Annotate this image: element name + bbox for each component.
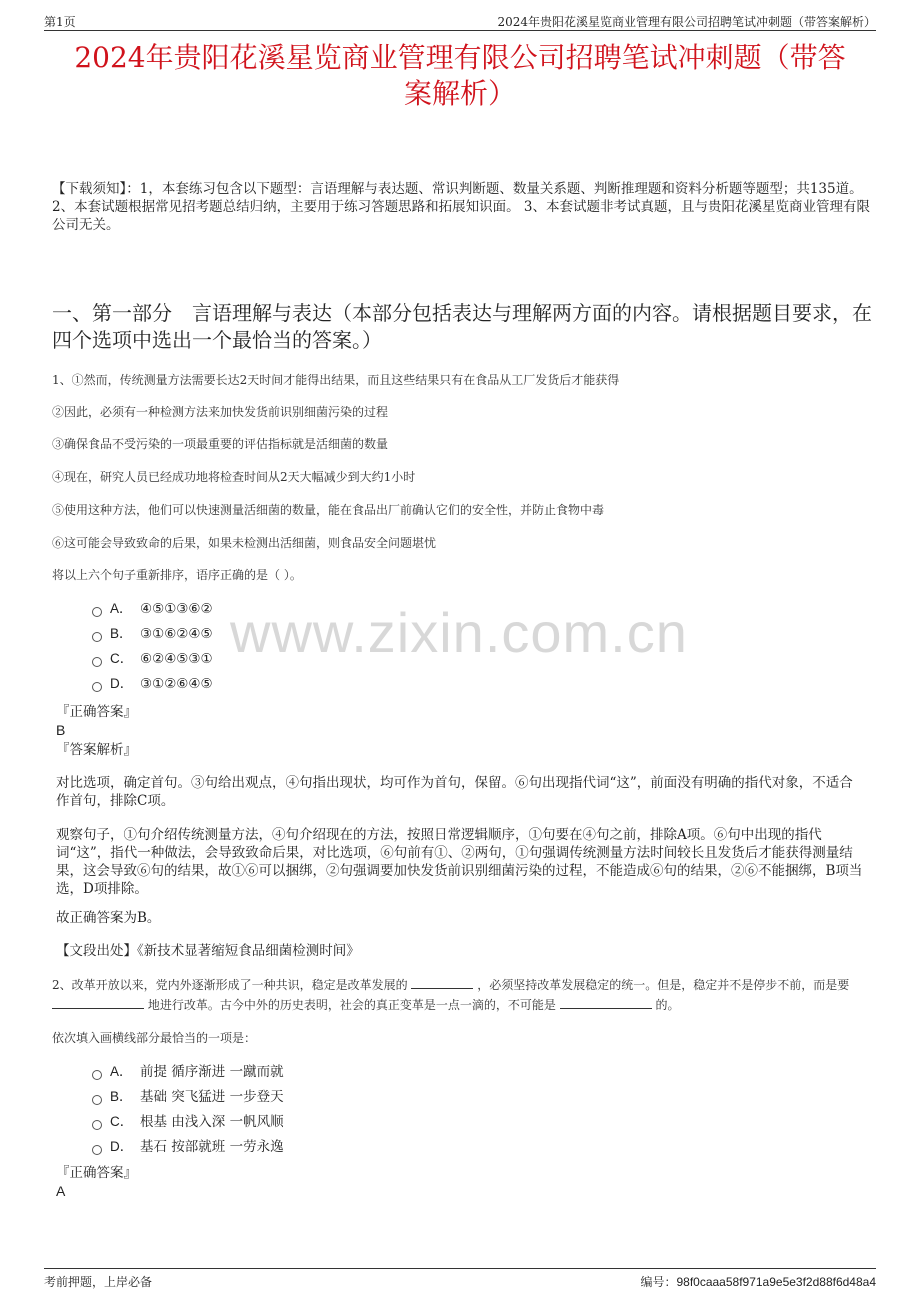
page-header — [44, 10, 876, 31]
q2-option-a[interactable] — [92, 1063, 284, 1081]
q1-analysis-paragraph-2: 观察句子，①句介绍传统测量方法，④句介绍现在的方法，按照日常逻辑顺序，①句要在④句之前，排除A项。⑥句中出现的指代词“这”，指代一种做法，会导致致命后果，对比选项，⑥句前有①、②两句，①句强调传统测量方法时间较长且发货后才能获得测量结果，这会导致⑥句的结果，故①⑥可以捆绑，②句强调要加快发货前识别细菌污染的过程，不能造成⑥句的结果，②⑥不能捆绑，B项当选，D项排除。 — [56, 827, 863, 897]
q2-stem-part-2: ，必须坚持改革发展稳定的统一。但是，稳定并不是停步不前，而是要 — [477, 978, 850, 992]
q2-stem-part-1: 2、改革开放以来，党内外逐渐形成了一种共识，稳定是改革发展的 — [52, 978, 408, 992]
q2-option-d[interactable] — [92, 1138, 284, 1156]
q2-answer: A — [56, 1183, 66, 1199]
option-letter: A． — [110, 1064, 133, 1079]
option-letter: C． — [110, 1114, 134, 1129]
option-letter: B． — [110, 626, 133, 641]
q1-analysis-label: 『答案解析』 — [56, 742, 137, 758]
option-text: ④⑤①③⑥② — [140, 601, 213, 617]
footer-slogan: 考前押题，上岸必备 — [44, 1275, 153, 1289]
q1-sentence-6: ⑥这可能会导致致命的后果，如果未检测出活细菌，则食品安全问题堪忧 — [52, 536, 437, 550]
option-text: 根基 由浅入深 一帆风顺 — [140, 1114, 284, 1130]
document-code: 编号：98f0caaa58f971a9e5e3f2d88f6d48a4 — [640, 1275, 876, 1289]
option-text: ③①②⑥④⑤ — [140, 676, 213, 692]
q2-answer-label: 『正确答案』 — [56, 1165, 137, 1181]
option-letter: C． — [110, 651, 134, 666]
q1-answer-label: 『正确答案』 — [56, 704, 137, 720]
radio-icon[interactable] — [92, 1070, 102, 1080]
q1-sentence-1: 1、①然而，传统测量方法需要长达2天时间才能得出结果，而且这些结果只有在食品从工厂发货后才能获得 — [52, 373, 620, 387]
q1-sentence-5: ⑤使用这种方法，他们可以快速测量活细菌的数量，能在食品出厂前确认它们的安全性，并防止食物中毒 — [52, 503, 605, 517]
q2-stem — [52, 975, 872, 1015]
q1-source: 【文段出处】《新技术显著缩短食品细菌检测时间》 — [56, 943, 360, 959]
q2-option-c[interactable] — [92, 1113, 284, 1131]
option-text: 基石 按部就班 一劳永逸 — [140, 1139, 284, 1155]
q1-prompt: 将以上六个句子重新排序，语序正确的是（ ）。 — [52, 568, 302, 582]
radio-icon[interactable] — [92, 607, 102, 617]
option-text: 基础 突飞猛进 一步登天 — [140, 1089, 284, 1105]
option-letter: B． — [110, 1089, 133, 1104]
q2-stem-part-3: 地进行改革。古今中外的历史表明，社会的真正变革是一点一滴的，不可能是 — [147, 998, 556, 1012]
q2-blank-2 — [52, 996, 144, 1009]
document-title — [40, 40, 880, 112]
q1-option-a[interactable] — [92, 600, 213, 618]
radio-icon[interactable] — [92, 1120, 102, 1130]
q2-prompt: 依次填入画横线部分最恰当的一项是： — [52, 1031, 257, 1045]
option-text: 前提 循序渐进 一蹴而就 — [140, 1064, 284, 1080]
q2-blank-3 — [560, 996, 652, 1009]
header-title: 2024年贵阳花溪星览商业管理有限公司招聘笔试冲刺题（带答案解析） — [497, 15, 876, 29]
title-line-2: 案解析） — [403, 77, 516, 110]
q1-option-b[interactable] — [92, 625, 213, 643]
option-letter: D． — [110, 1139, 134, 1154]
q1-answer: B — [56, 722, 66, 738]
section-title: 一、第一部分 言语理解与表达（本部分包括表达与理解两方面的内容。请根据题目要求，在四个选项中选出一个最恰当的答案。） — [52, 301, 872, 352]
q1-sentence-2: ②因此，必须有一种检测方法来加快发货前识别细菌污染的过程 — [52, 405, 389, 419]
radio-icon[interactable] — [92, 1145, 102, 1155]
q2-option-b[interactable] — [92, 1088, 284, 1106]
option-text: ③①⑥②④⑤ — [140, 626, 213, 642]
q1-sentence-4: ④现在，研究人员已经成功地将检查时间从2天大幅减少到大约1小时 — [52, 470, 416, 484]
q1-sentence-3: ③确保食品不受污染的一项最重要的评估指标就是活细菌的数量 — [52, 437, 389, 451]
q1-option-c[interactable] — [92, 650, 213, 668]
q1-option-d[interactable] — [92, 675, 213, 693]
page-number: 第1页 — [44, 15, 76, 29]
option-letter: A． — [110, 601, 133, 616]
radio-icon[interactable] — [92, 682, 102, 692]
radio-icon[interactable] — [92, 657, 102, 667]
option-text: ⑥②④⑤③① — [140, 651, 213, 667]
watermark: www.zixin.com.cn — [230, 601, 688, 664]
q1-analysis-conclusion: 故正确答案为B。 — [56, 910, 161, 926]
q2-stem-part-4: 的。 — [655, 998, 680, 1012]
option-letter: D． — [110, 676, 134, 691]
radio-icon[interactable] — [92, 1095, 102, 1105]
title-line-1: 2024年贵阳花溪星览商业管理有限公司招聘笔试冲刺题（带答 — [74, 41, 846, 74]
radio-icon[interactable] — [92, 632, 102, 642]
download-notice: 【下载须知】：1，本套练习包含以下题型：言语理解与表达题、常识判断题、数量关系题、判断推理题和资料分析题等题型；共135道。 2、本套试题根据常见招考题总结归纳，主要用于练习答题思路和拓展知识面。 3、本套试题非考试真题，且与贵阳花溪星览商业管理有限公司无关。 — [52, 181, 870, 233]
q1-analysis-paragraph-1: 对比选项，确定首句。③句给出观点，④句指出现状，均可作为首句，保留。⑥句出现指代词“这”，前面没有明确的指代对象，不适合作首句，排除C项。 — [56, 775, 853, 809]
page-footer — [44, 1268, 876, 1289]
q2-blank-1 — [411, 976, 473, 989]
